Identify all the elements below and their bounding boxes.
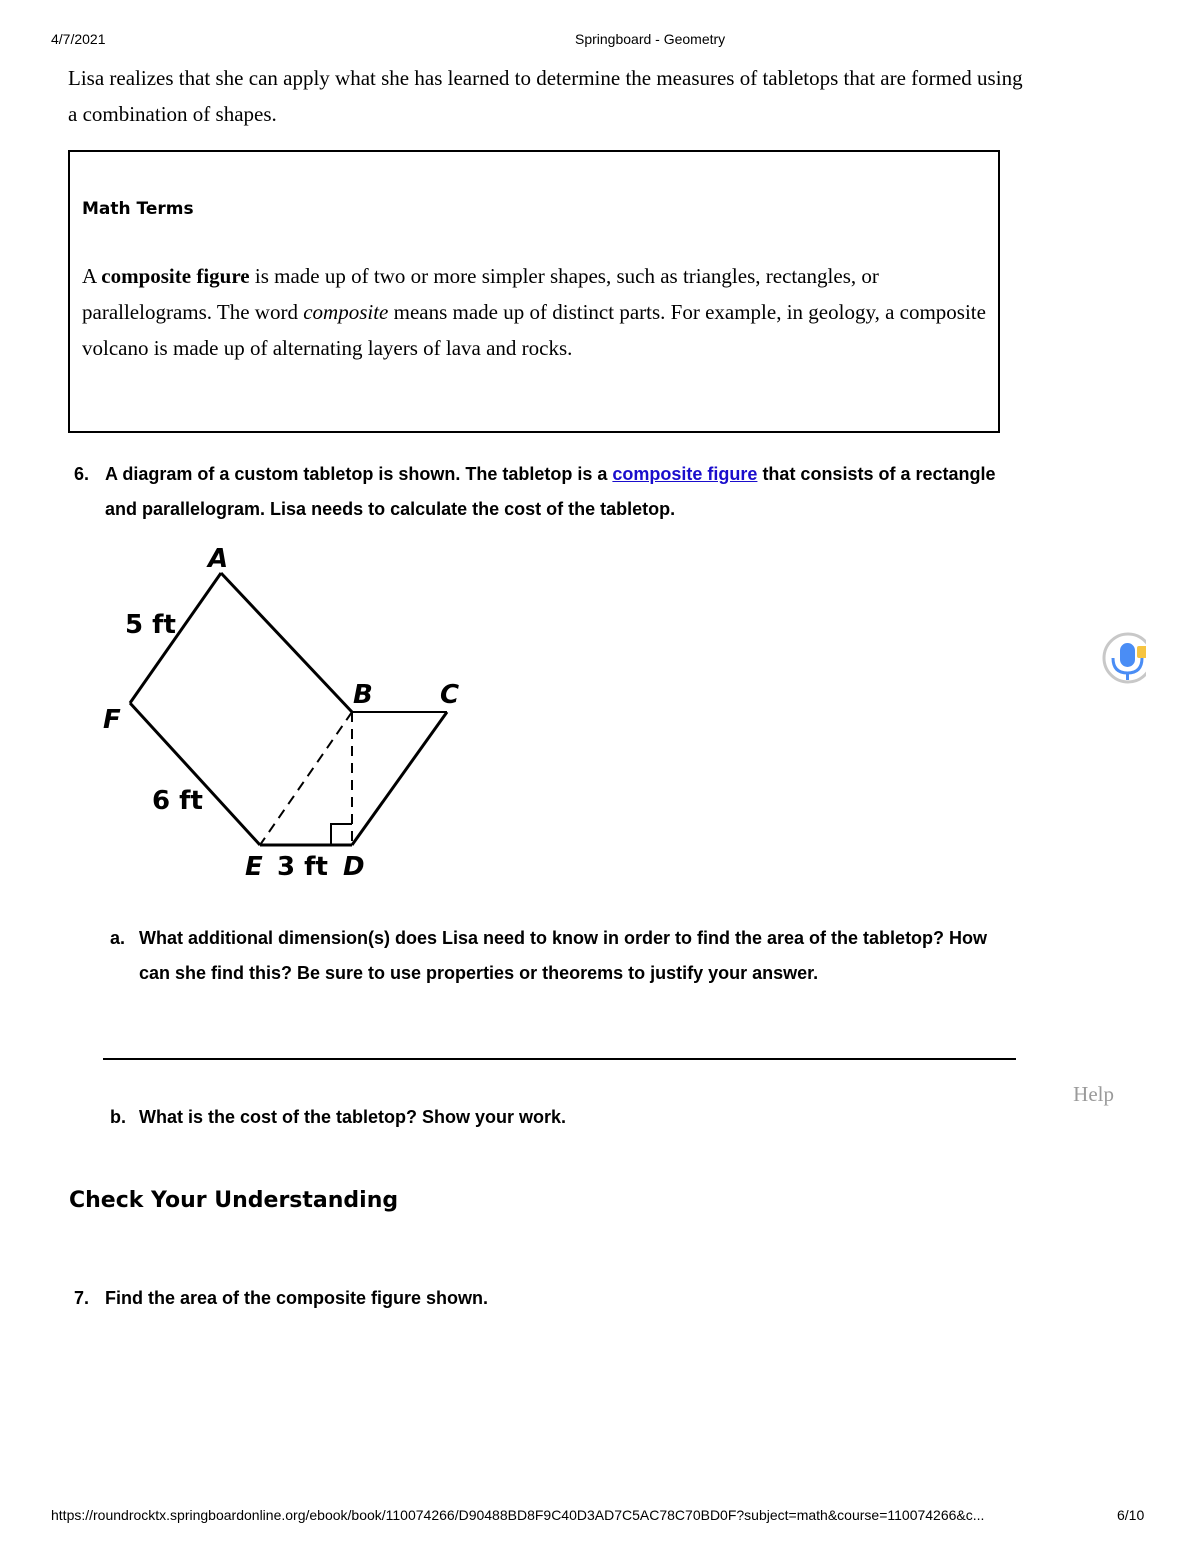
tabletop-diagram [90,535,490,885]
page-title: Springboard - Geometry [575,31,726,47]
definition-term: composite figure [101,264,250,288]
definition-italic-word: composite [303,300,389,324]
side-CD [352,712,447,845]
microphone-icon [1100,630,1146,688]
print-date: 4/7/2021 [51,31,106,47]
question-7-text: Find the area of the composite figure shown. [105,1288,489,1308]
question-6 [74,457,1024,527]
math-terms-definition [82,258,992,366]
length-ED: 3 ft [277,852,328,882]
length-FE: 6 ft [152,786,203,816]
question-6a [110,921,1010,991]
microphone-widget[interactable] [1100,630,1146,688]
label-E: E [245,852,263,882]
question-6-number: 6. [74,464,90,484]
question-6b [110,1100,1010,1135]
label-F: F [103,705,121,735]
label-B: B [353,680,373,710]
question-6-text-end: that consists of a rectangle and parallelogram. Lisa needs to calculate the cost of the tabletop. [105,464,996,519]
label-A: A [208,544,229,574]
help-link[interactable]: Help [1073,1082,1114,1106]
question-6a-label: a. [110,928,126,948]
length-AF: 5 ft [125,610,176,640]
question-6b-label: b. [110,1107,126,1127]
check-understanding-heading: Check Your Understanding [69,1188,399,1213]
label-C: C [440,680,460,710]
side-AB [221,573,352,712]
right-angle-marker [331,824,352,845]
intro-paragraph: Lisa realizes that she can apply what she has learned to determine the measures of tabletops that are formed using a combination of shapes. [68,66,1023,126]
footer-url: https://roundrocktx.springboardonline.org/ebook/book/110074266/D90488BD8F9C40D3AD7C5AC78C70BD0F?subject=math&course=110074266&c... [51,1507,985,1523]
question-6-text [105,457,1024,527]
question-6b-text: What is the cost of the tabletop? Show your work. [139,1107,567,1127]
definition-text-end: means made up of distinct parts. For example, in geology, a composite volcano is made up of alternating layers of lava and rocks. [82,300,986,360]
composite-figure-link[interactable]: composite figure [612,464,758,484]
question-7 [74,1281,1024,1316]
answer-line [103,1058,1016,1060]
definition-text: is made up of two or more simpler shapes, such as triangles, rectangles, or parallelograms. The word [82,264,879,324]
footer-page-number: 6/10 [1117,1507,1145,1523]
question-6a-text: What additional dimension(s) does Lisa need to know in order to find the area of the tabletop? How can she find this? Be sure to use properties or theorems to justify your answer. [139,928,988,983]
side-FE [130,703,260,845]
dashed-diagonal-BE [260,712,352,845]
math-terms-title: Math Terms [82,199,194,219]
label-D: D [343,852,365,882]
question-7-number: 7. [74,1288,90,1308]
definition-article: A [82,264,102,288]
question-6-text-start: A diagram of a custom tabletop is shown. The tabletop is a [105,464,613,484]
